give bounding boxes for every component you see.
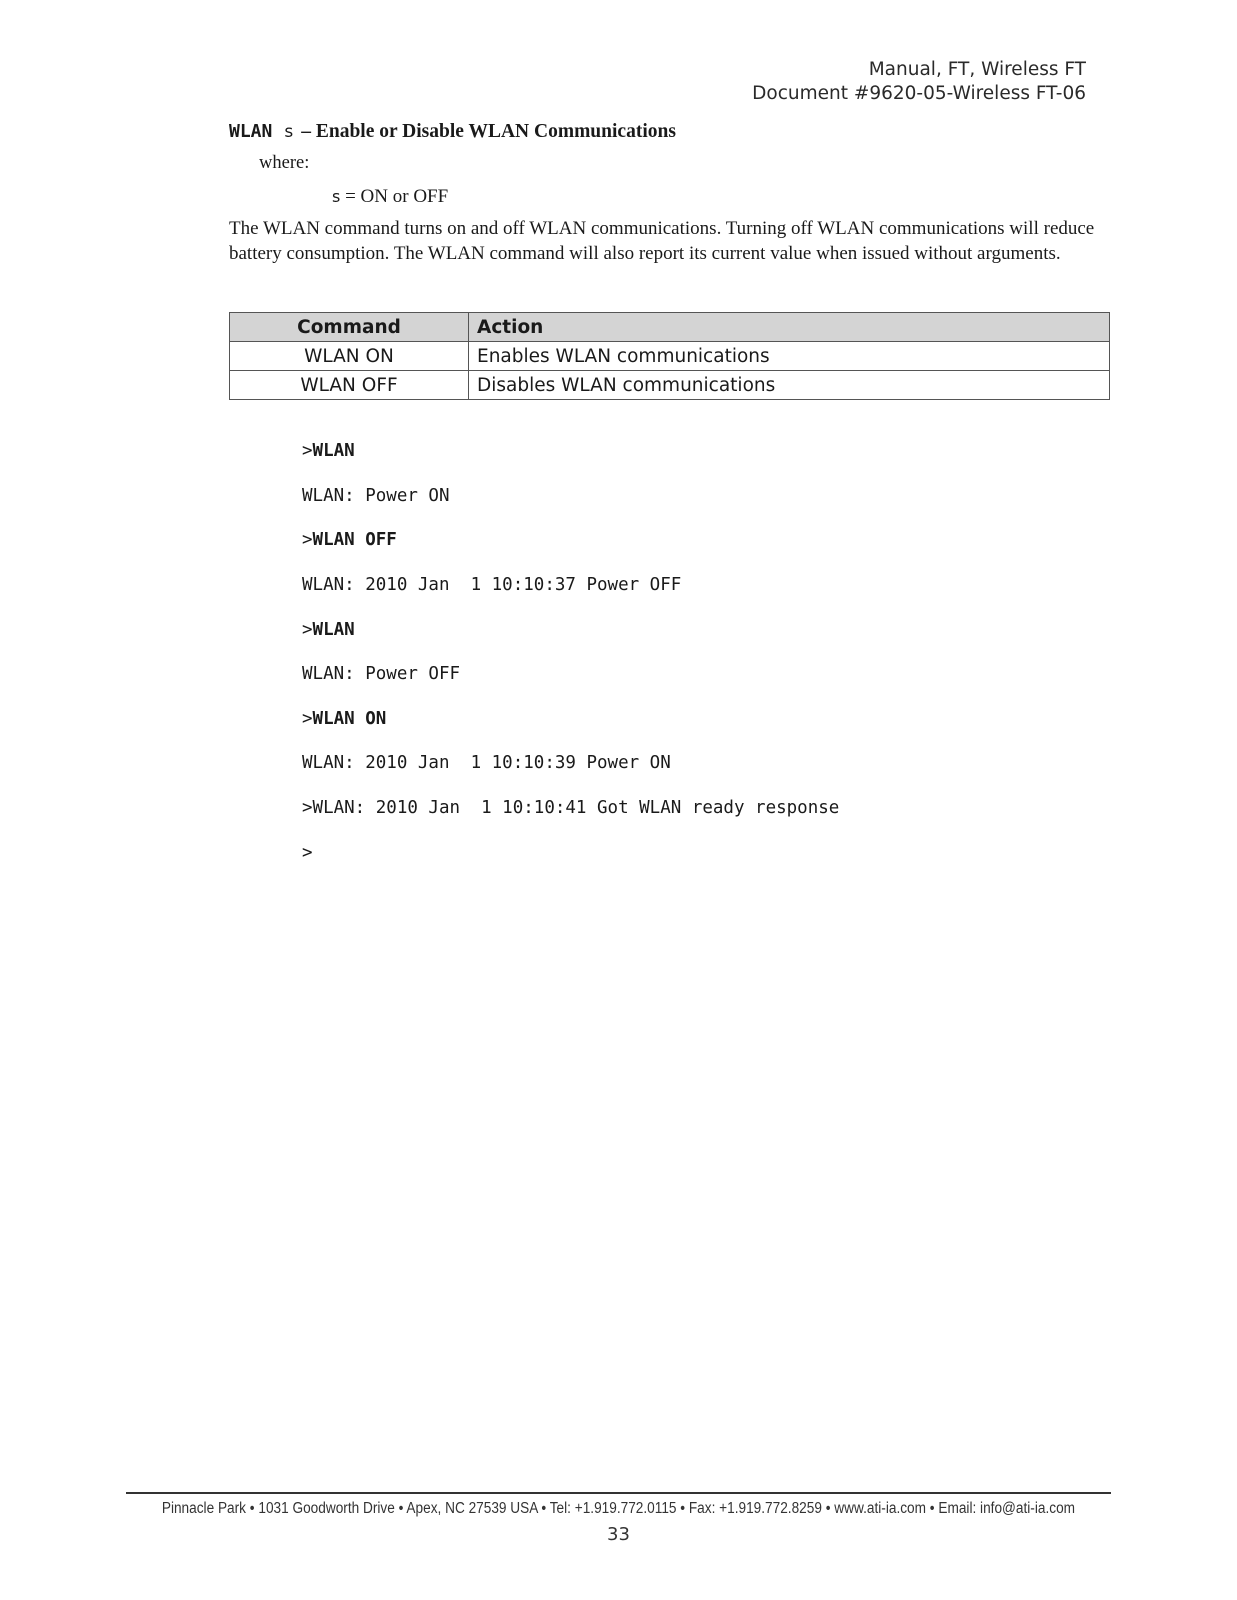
- footer-divider: [126, 1492, 1111, 1494]
- code-line: WLAN: 2010 Jan 1 10:10:39 Power ON: [302, 753, 671, 774]
- section-title: [229, 121, 676, 143]
- header-document-number: Document #9620-05-Wireless FT-06: [752, 83, 1086, 104]
- command-description: The WLAN command turns on and off WLAN communications. Turning off WLAN communications will reduce battery consumption. The WLAN command will also report its current value when issued without arguments.: [229, 218, 1095, 264]
- page-header: [752, 58, 1086, 106]
- table-header-command: Command: [230, 313, 469, 342]
- code-line: WLAN: 2010 Jan 1 10:10:37 Power OFF: [302, 575, 682, 596]
- code-line: >WLAN: [302, 619, 355, 640]
- table-cell-action: Enables WLAN communications: [469, 342, 1110, 371]
- code-line: >WLAN ON: [302, 708, 387, 729]
- table-row: [230, 342, 1110, 371]
- code-line: WLAN: Power OFF: [302, 664, 461, 685]
- code-line: >WLAN OFF: [302, 530, 397, 551]
- section-command: WLAN: [229, 121, 273, 142]
- table-cell-command: WLAN ON: [230, 342, 469, 371]
- table-header-action: Action: [469, 313, 1110, 342]
- header-manual-title: Manual, FT, Wireless FT: [868, 59, 1086, 80]
- code-line: >WLAN: [302, 441, 355, 462]
- page-number: 33: [607, 1524, 630, 1545]
- console-example: [302, 418, 839, 886]
- parameter-definition: [332, 186, 448, 208]
- parameter-name: s: [332, 187, 341, 206]
- section-argument: s: [284, 122, 294, 142]
- footer-address: Pinnacle Park • 1031 Goodworth Drive • Apex, NC 27539 USA • Tel: +1.919.772.0115 • Fax: +1.919.772.8259 • www.ati-ia.com • Email: info@ati-ia.com: [161, 1500, 1076, 1517]
- table-header-row: [230, 313, 1110, 342]
- command-table: [229, 312, 1110, 400]
- code-line: >WLAN: 2010 Jan 1 10:10:41 Got WLAN ready response: [302, 798, 840, 819]
- table-row: [230, 371, 1110, 400]
- code-line: >: [302, 842, 313, 863]
- section-title-text: – Enable or Disable WLAN Communications: [301, 121, 676, 142]
- code-line: WLAN: Power ON: [302, 485, 450, 506]
- where-label: where:: [259, 153, 310, 173]
- parameter-description: = ON or OFF: [345, 186, 449, 207]
- table-cell-action: Disables WLAN communications: [469, 371, 1110, 400]
- table-cell-command: WLAN OFF: [230, 371, 469, 400]
